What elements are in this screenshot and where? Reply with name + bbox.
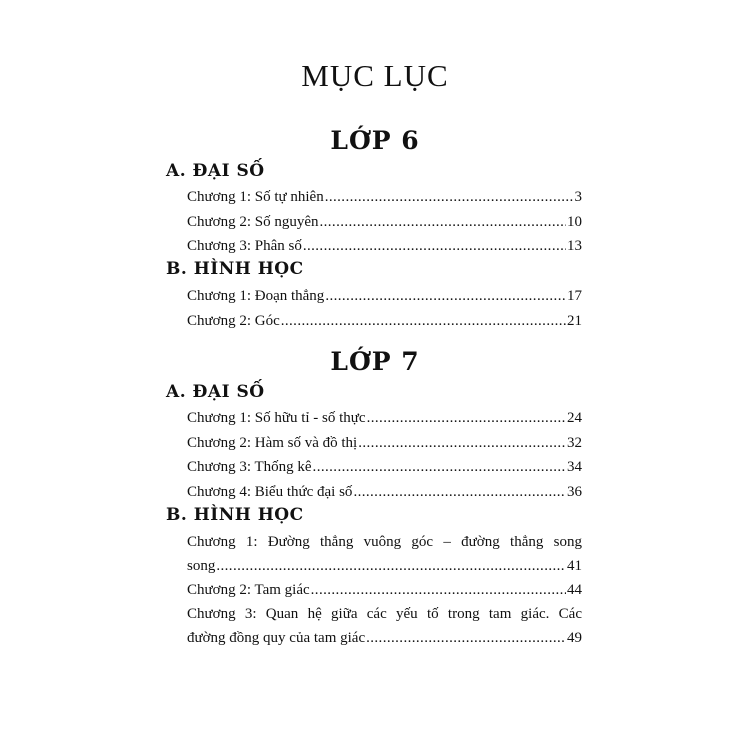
toc-entry-page: 41	[567, 558, 582, 574]
toc-entry-first-line[interactable]: Chương 3: Quan hệ giữa các yếu tố trong tam giác. Các	[187, 606, 582, 622]
toc-entry-label: Chương 2: Số nguyên	[187, 214, 319, 230]
grade-title: LỚP 7	[330, 347, 420, 376]
toc-entry-page: 36	[567, 484, 582, 500]
toc-entry-page: 10	[567, 214, 582, 230]
section-title: B. HÌNH HỌC	[166, 505, 304, 525]
leader-dots	[358, 431, 566, 455]
toc-entry-label: Chương 2: Tam giác	[187, 582, 310, 598]
toc-entry[interactable]	[187, 626, 582, 650]
toc-entry-label: Chương 3: Thống kê	[187, 459, 312, 475]
toc-entry[interactable]	[187, 210, 582, 234]
toc-entry[interactable]	[187, 554, 582, 578]
toc-entry-page: 34	[567, 459, 582, 475]
leader-dots	[216, 554, 566, 578]
toc-entry-page: 24	[567, 410, 582, 426]
section-title: B. HÌNH HỌC	[166, 259, 304, 279]
toc-entry-label: Chương 4: Biểu thức đại số	[187, 484, 353, 500]
toc-entry-label: Chương 3: Phân số	[187, 238, 302, 254]
leader-dots	[281, 309, 566, 333]
leader-dots	[313, 455, 566, 479]
toc-entry-page: 13	[567, 238, 582, 254]
toc-entry[interactable]	[187, 578, 582, 602]
toc-entry[interactable]	[187, 185, 582, 209]
toc-entry-label: đường đồng quy của tam giác	[187, 630, 366, 646]
toc-entry-label: Chương 1: Đoạn thẳng	[187, 288, 325, 304]
toc-entry[interactable]	[187, 234, 582, 258]
section-title: A. ĐẠI SỐ	[166, 382, 265, 402]
toc-entry[interactable]	[187, 284, 582, 308]
toc-entry-page: 3	[574, 189, 582, 205]
toc-entry[interactable]	[187, 431, 582, 455]
toc-entry-label: Chương 2: Góc	[187, 313, 280, 329]
leader-dots	[353, 480, 566, 504]
toc-entry-page: 32	[567, 435, 582, 451]
toc-entry-label: Chương 2: Hàm số và đồ thị	[187, 435, 358, 451]
leader-dots	[366, 626, 566, 650]
toc-entry[interactable]	[187, 480, 582, 504]
toc-entry-label: Chương 1: Số tự nhiên	[187, 189, 324, 205]
toc-entry-page: 44	[567, 582, 582, 598]
toc-entry-label: Chương 1: Số hữu tỉ - số thực	[187, 410, 366, 426]
toc-entry-page: 49	[567, 630, 582, 646]
toc-entry-label: song	[187, 558, 216, 574]
leader-dots	[367, 406, 566, 430]
toc-entry-page: 17	[567, 288, 582, 304]
leader-dots	[319, 210, 566, 234]
leader-dots	[325, 284, 566, 308]
page-title: MỤC LỤC	[301, 58, 449, 93]
toc-entry-page: 21	[567, 313, 582, 329]
toc-entry[interactable]	[187, 455, 582, 479]
leader-dots	[325, 185, 574, 209]
toc-entry[interactable]	[187, 406, 582, 430]
leader-dots	[303, 234, 566, 258]
grade-title: LỚP 6	[330, 126, 420, 155]
leader-dots	[311, 578, 566, 602]
section-title: A. ĐẠI SỐ	[166, 161, 265, 181]
toc-entry[interactable]	[187, 309, 582, 333]
toc-entry-first-line[interactable]: Chương 1: Đường thẳng vuông góc – đường thẳng song	[187, 534, 582, 550]
